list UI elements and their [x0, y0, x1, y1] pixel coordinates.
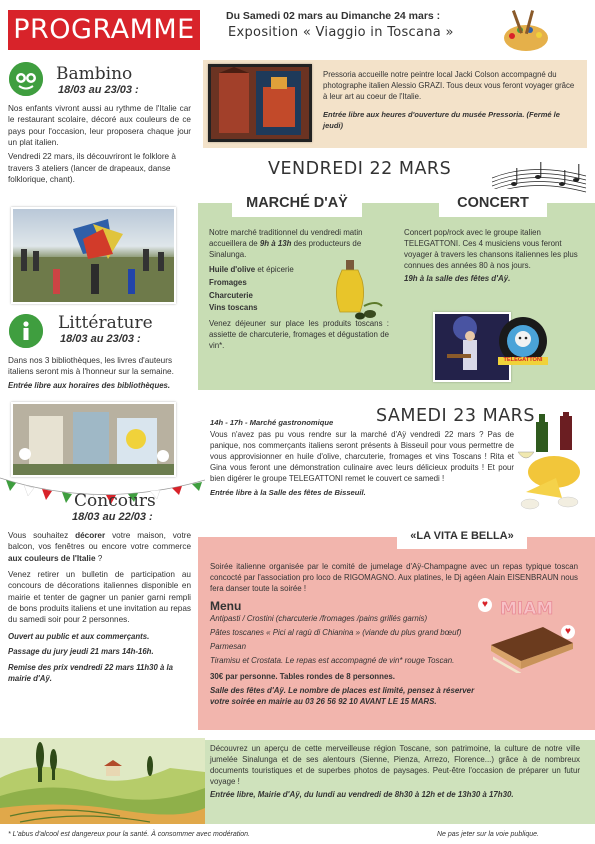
samedi-text	[210, 418, 514, 498]
expo-dates: Du Samedi 02 mars au Dimanche 24 mars :	[226, 10, 441, 22]
litterature-title: Littérature	[58, 313, 153, 333]
concours-prize: Remise des prix vendredi 22 mars 11h30 à la mairie d'Aÿ.	[8, 663, 173, 683]
folklore-photo	[11, 207, 176, 304]
concert-text	[404, 228, 580, 285]
bambino-dates: 18/03 au 23/03 :	[58, 84, 139, 96]
marche-p1a: Notre marché traditionnel du vendredi matin accueillera de	[209, 228, 363, 248]
concours-colors: aux couleurs de l'Italie	[8, 553, 96, 563]
expo-text	[323, 70, 578, 131]
bambino-p2: Vendredi 22 mars, ils découvriront le folklore à travers 3 ateliers (lancer de drapeaux, danse folklorique, chant).	[8, 152, 176, 184]
marche-item-vins: Vins toscans	[209, 303, 258, 313]
palette-icon	[502, 8, 550, 54]
litterature-entry: Entrée libre aux horaires des bibliothèques.	[8, 380, 171, 390]
concours-text	[8, 530, 191, 688]
menu-title: Menu	[210, 598, 242, 613]
expo-painting	[208, 64, 312, 142]
concert-p1: Concert pop/rock avec le groupe italien TELEGATTONI. Ces 4 musiciens vous feront voyager à travers les chansons italiennes les plus connues des années 80 à nos jours.	[404, 228, 578, 270]
footer-litter: Ne pas jeter sur la voie publique.	[437, 831, 539, 838]
menu-item-1: Antipasti / Crostini (charcuterie /fromages /pains grillés garnis)	[210, 614, 428, 624]
marche-item-fromages: Fromages	[209, 277, 247, 287]
tuscany-landscape	[0, 738, 205, 824]
vita-booking: Salle des fêtes d'Aÿ. Le nombre de places est limité, pensez à réserver votre soirée en mairie au 03 26 56 92 10 AVANT LE 15 MARS.	[210, 685, 475, 706]
heart-icon: ♥	[478, 598, 492, 612]
concours-open: Ouvert au public et aux commerçants.	[8, 631, 150, 641]
vita-label: «LA VITA E BELLA»	[397, 523, 527, 549]
programme-banner: PROGRAMME	[8, 10, 200, 50]
tourism-description: Découvrez un aperçu de cette merveilleuse région Toscane, son patrimoine, la culture de notre ville jumelée Sinalunga et de ses alentours (Sienne, Pienza, Arrezo, Florence...) grâce à de nombreux documents touristiques et de superbes photos de paysages. Peut-être l'occasion de préparer un futur voyage !	[210, 744, 580, 786]
menu-item-3: Parmesan	[210, 642, 246, 652]
telegattoni-logo	[498, 316, 548, 376]
marche-p1c: des producteurs de Sinalunga.	[209, 238, 362, 259]
concours-p2: Venez retirer un bulletin de participation au concours de décorations italiennes disponible en mairie et tenter de gagner un panier garni rempli de bons produits italiens et une invitation au repas du samedi soir pour 2 personnes.	[8, 569, 191, 625]
tourism-text	[210, 744, 580, 801]
bambino-title: Bambino	[56, 64, 133, 84]
marche-item-olive-extra: et épicerie	[255, 264, 294, 274]
expo-entry: Entrée libre aux heures d'ouverture du musée Pressoria. (Fermé le jeudi)	[323, 110, 560, 130]
menu-item-2: Pâtes toscanes « Pici al ragù di Chianina » (viande du plus grand bœuf)	[210, 628, 462, 638]
footer-alcohol: * L'abus d'alcool est dangereux pour la santé. À consommer avec modération.	[8, 831, 250, 838]
concours-title: Concours	[74, 491, 156, 511]
telegattoni-logo-text: TELEGATTONI	[498, 357, 548, 365]
concours-dates: 18/03 au 22/03 :	[72, 511, 153, 523]
marche-label: MARCHÉ D'AŸ	[232, 189, 362, 217]
concours-p1c: votre maison, votre balcon, vos fenêtres ou encore votre commerce	[8, 531, 191, 552]
marche-p2: Venez déjeuner sur place les produits toscans : assiette de charcuterie, fromages et dégustation de vin*.	[209, 319, 389, 351]
vita-price: 30€ par personne. Tables rondes de 8 personnes.	[210, 671, 395, 681]
litterature-p1: Dans nos 3 bibliothèques, les livres d'auteurs italiens seront mis à l'honneur sur la semaine.	[8, 356, 174, 377]
vendredi-title: VENDREDI 22 MARS	[268, 159, 452, 179]
samedi-subtitle: 14h - 17h - Marché gastronomique	[210, 418, 334, 427]
vita-description: Soirée italienne organisée par le comité de jumelage d'Aÿ-Champagne avec un repas typique toscan concocté par l'association pro loco de RIGOMAGNO. Aux platines, le Dj agéen Alain EISENBRAUN nous fera danser toute la soirée !	[210, 562, 578, 593]
wine-cheese-icon	[512, 412, 590, 512]
concours-p1a: Vous souhaitez	[8, 531, 76, 540]
olive-oil-icon	[330, 256, 385, 321]
info-icon	[9, 314, 43, 348]
litterature-text	[8, 355, 191, 394]
menu-item-4: Tiramisu et Crostata. Le repas est accompagné de vin* rouge Toscan.	[210, 655, 455, 665]
concours-jury: Passage du jury jeudi 21 mars 14h-16h.	[8, 647, 154, 657]
expo-description: Pressoria accueille notre peintre local Jacki Colson accompagné du photographe italien Alessio GRAZI. Tous deux vous feront voyager grâce à leur art au coeur de l'Italie.	[323, 70, 575, 101]
litterature-dates: 18/03 au 23/03 :	[60, 333, 141, 345]
samedi-body: Vous n'avez pas pu vous rendre sur la marché d'Aÿ vendredi 22 mars ? Pas de panique, nos commerçants italiens seront présents à Bisseuil pour vous permettre de vous approvisionner en huile d'olive, charcuterie, fromages et vins Toscans ! Rita et Gina vous feront une démonstration culinaire avec leurs délicieux produits ! Et pour bien digérer le groupe TELEGATTONI remet le couvert ce samedi !	[210, 430, 514, 484]
marche-hours: 9h à 13h	[259, 238, 292, 248]
miam-label: MIAM	[500, 599, 554, 619]
heart-icon: ♥	[561, 625, 575, 639]
concert-label: CONCERT	[439, 189, 547, 217]
children-icon	[9, 62, 43, 96]
concours-p1	[8, 530, 191, 564]
tiramisu-icon	[487, 623, 577, 673]
expo-title: Exposition « Viaggio in Toscana »	[228, 25, 454, 40]
marche-item-charcuterie: Charcuterie	[209, 290, 253, 300]
concours-decorate: décorer	[75, 531, 106, 540]
bambino-p1: Nos enfants vivront aussi au rythme de l'Italie car le restaurant scolaire, décoré aux couleurs de ce pays pour l'occasion, leur proposera chaque jour un plat italien.	[8, 104, 191, 147]
books-photo	[11, 402, 176, 477]
samedi-title: SAMEDI 23 MARS	[376, 406, 535, 426]
bambino-text	[8, 103, 191, 188]
samedi-entry: Entrée libre à la Salle des fêtes de Bisseuil.	[210, 488, 366, 497]
concert-time: 19h à la salle des fêtes d'Aÿ.	[404, 273, 511, 283]
tourism-entry: Entrée libre, Mairie d'Aÿ, du lundi au vendredi de 8h30 à 12h et de 13h30 à 17h30.	[210, 789, 514, 799]
concours-p1e: ?	[95, 553, 103, 563]
marche-item-olive-label: Huile d'olive	[209, 264, 256, 274]
